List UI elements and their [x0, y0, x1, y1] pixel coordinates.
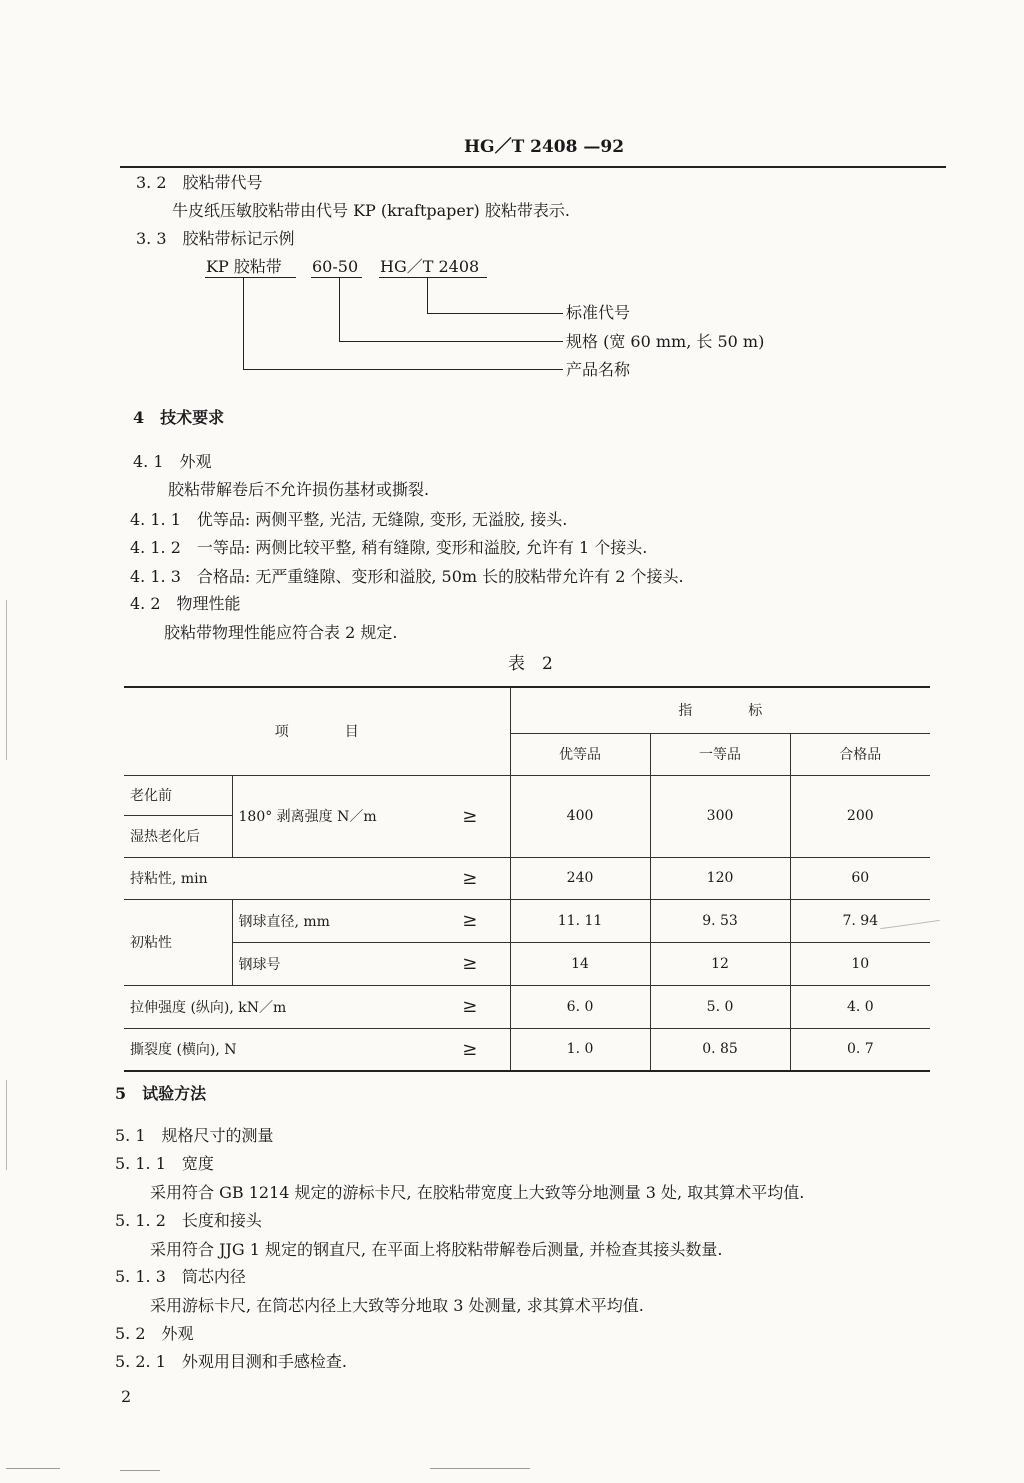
hold-qualified: 60 — [790, 857, 930, 899]
table-row — [124, 775, 930, 815]
underline-kp — [205, 277, 296, 278]
hold-superior: 240 — [510, 857, 650, 899]
section-4-title: 4 技术要求 — [133, 408, 225, 427]
section-5-title: 5 试验方法 — [115, 1084, 207, 1103]
marking-code-std: HG／T 2408 — [380, 257, 480, 276]
leader-spec-vertical — [339, 278, 340, 341]
ge-symbol: ≥ — [430, 1028, 510, 1071]
grade-superior: 优等品 — [510, 733, 650, 775]
peel-qualified: 200 — [790, 775, 930, 857]
section-5-1-1-title: 5. 1. 1 宽度 — [115, 1154, 214, 1173]
header-index: 指 标 — [510, 687, 930, 733]
leader-spec-horizontal — [339, 341, 563, 342]
tear-superior: 1. 0 — [510, 1028, 650, 1071]
section-5-1-2-text: 采用符合 JJG 1 规定的钢直尺, 在平面上将胶粘带解卷后测量, 并检查其接头数量. — [150, 1240, 723, 1259]
row-initial-tack: 初粘性 — [124, 899, 232, 985]
marking-code-kp: KP 胶粘带 — [206, 257, 282, 276]
row-holding: 持粘性, min — [124, 857, 430, 899]
marking-label-spec: 规格 (宽 60 mm, 长 50 m) — [566, 332, 765, 351]
ball-dia-first: 9. 53 — [650, 899, 790, 942]
grade-qualified: 合格品 — [790, 733, 930, 775]
section-5-1-3-text: 采用游标卡尺, 在筒芯内径上大致等分地取 3 处测量, 求其算术平均值. — [150, 1296, 644, 1315]
section-4-1-text: 胶粘带解卷后不允许损伤基材或撕裂. — [168, 480, 430, 499]
header-rule — [120, 166, 946, 168]
table-row — [124, 857, 930, 899]
row-tear: 撕裂度 (横向), N — [124, 1028, 430, 1071]
scan-mark — [6, 1080, 7, 1170]
section-3-2-title: 3. 2 胶粘带代号 — [136, 173, 263, 192]
section-3-3-title: 3. 3 胶粘带标记示例 — [136, 229, 295, 248]
tear-qualified: 0. 7 — [790, 1028, 930, 1071]
ge-symbol: ≥ — [430, 899, 510, 942]
header-item: 项 目 — [124, 687, 510, 775]
marking-code-spec: 60-50 — [312, 257, 359, 276]
row-ball-diameter: 钢球直径, mm — [232, 899, 430, 942]
leader-name-horizontal — [243, 369, 563, 370]
section-5-2-title: 5. 2 外观 — [115, 1324, 194, 1343]
ge-symbol: ≥ — [430, 857, 510, 899]
standard-code: HG／T 2408 —92 — [464, 137, 625, 157]
tensile-first: 5. 0 — [650, 985, 790, 1028]
table-row — [124, 985, 930, 1028]
section-3-2-text: 牛皮纸压敏胶粘带由代号 KP (kraftpaper) 胶粘带表示. — [172, 201, 570, 220]
row-tensile: 拉伸强度 (纵向), kN／m — [124, 985, 430, 1028]
row-ball-number: 钢球号 — [232, 942, 430, 985]
tensile-superior: 6. 0 — [510, 985, 650, 1028]
ge-symbol: ≥ — [430, 942, 510, 985]
ge-symbol: ≥ — [430, 985, 510, 1028]
ball-dia-qualified: 7. 94 — [790, 899, 930, 942]
marking-label-name: 产品名称 — [566, 360, 631, 379]
leader-name-vertical — [243, 278, 244, 369]
row-aging-after: 湿热老化后 — [124, 815, 232, 857]
table-row — [124, 942, 930, 985]
section-5-1-2-title: 5. 1. 2 长度和接头 — [115, 1211, 262, 1230]
underline-spec — [311, 277, 362, 278]
table-header-row — [124, 687, 930, 733]
table-caption: 表 2 — [508, 654, 553, 674]
grade-first: 一等品 — [650, 733, 790, 775]
underline-std — [379, 277, 487, 278]
physical-properties-table — [124, 686, 930, 1072]
ball-no-qualified: 10 — [790, 942, 930, 985]
marking-label-standard: 标准代号 — [566, 303, 631, 322]
ball-no-first: 12 — [650, 942, 790, 985]
page-number: 2 — [121, 1387, 132, 1406]
tear-first: 0. 85 — [650, 1028, 790, 1071]
section-5-1-title: 5. 1 规格尺寸的测量 — [115, 1126, 274, 1145]
section-4-1-2: 4. 1. 2 一等品: 两侧比较平整, 稍有缝隙, 变形和溢胶, 允许有 1 个接头. — [130, 538, 648, 557]
table-row — [124, 1028, 930, 1071]
section-4-2-text: 胶粘带物理性能应符合表 2 规定. — [164, 623, 398, 642]
section-4-1-3: 4. 1. 3 合格品: 无严重缝隙、变形和溢胶, 50m 长的胶粘带允许有 2 个接头. — [130, 567, 684, 586]
section-4-2-title: 4. 2 物理性能 — [130, 594, 241, 613]
scan-mark — [430, 1468, 530, 1469]
section-4-1-title: 4. 1 外观 — [133, 452, 212, 471]
peel-first: 300 — [650, 775, 790, 857]
table-row — [124, 899, 930, 942]
ball-dia-superior: 11. 11 — [510, 899, 650, 942]
section-5-2-1: 5. 2. 1 外观用目测和手感检查. — [115, 1352, 347, 1371]
scan-mark — [120, 1470, 160, 1471]
peel-superior: 400 — [510, 775, 650, 857]
section-5-1-3-title: 5. 1. 3 筒芯内径 — [115, 1267, 246, 1286]
row-aging-before: 老化前 — [124, 775, 232, 815]
leader-std-vertical — [427, 278, 428, 313]
ge-symbol: ≥ — [430, 775, 510, 857]
section-4-1-1: 4. 1. 1 优等品: 两侧平整, 光洁, 无缝隙, 变形, 无溢胶, 接头. — [130, 510, 568, 529]
hold-first: 120 — [650, 857, 790, 899]
leader-std-horizontal — [427, 313, 563, 314]
scan-mark — [6, 600, 7, 760]
row-peel-strength: 180° 剥离强度 N／m — [232, 775, 430, 857]
section-5-1-1-text: 采用符合 GB 1214 规定的游标卡尺, 在胶粘带宽度上大致等分地测量 3 处, 取其算术平均值. — [150, 1183, 805, 1202]
ball-no-superior: 14 — [510, 942, 650, 985]
tensile-qualified: 4. 0 — [790, 985, 930, 1028]
scan-mark — [6, 1468, 60, 1469]
